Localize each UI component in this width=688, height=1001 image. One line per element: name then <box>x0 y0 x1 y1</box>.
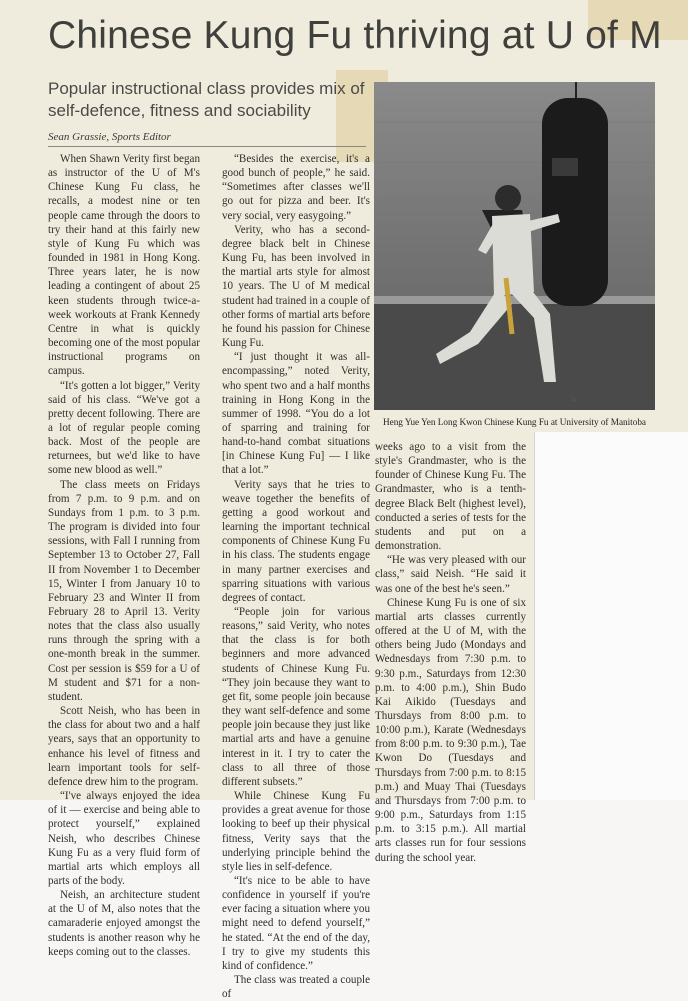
byline: Sean Grassie, Sports Editor <box>48 131 171 143</box>
paragraph: Scott Neish, who has been in the class for about two and a half years, says that an opportunity to enhance his level of fitness and learn important tools for self-defence drew him to the program. <box>48 705 200 788</box>
paragraph: Neish, an architecture student at the U of M, also notes that the camaraderie enjoyed amongst the students is another reason why he keeps coming out to the classes. <box>48 889 200 958</box>
paragraph: The class meets on Fridays from 7 p.m. to 9 p.m. and on Sundays from 1 p.m. to 3 p.m. The program is divided into four sessions, with Fall I running from September 13 to October 27, Fall II from November 1 to December 15, Winter I from January 10 to February 23 and Winter II from February 28 to April 13. Verity notes that the class also usually runs through the spring with a one-month break in the summer. Cost per session is $59 for a U of M student and $71 for a non-student. <box>48 478 200 703</box>
paragraph: While Chinese Kung Fu provides a great avenue for those looking to beef up their physical fitness, Verity says that the underlying principle behind the style lies in self-defence. <box>222 790 370 873</box>
paragraph: “It's nice to be able to have confidence in yourself if you're ever facing a situation where you might need to defend yourself,” he stated. “At the end of the day, I try to give my students this kind of confidence.” <box>222 874 370 972</box>
paragraph: “People join for various reasons,” said Verity, who notes that the class is for both beginners and more advanced students of Chinese Kung Fu. “They join because they want to get fit, some people join because they want self-defence and some people join because they just like martial arts and have a genuine interest in it. I try to cater the class to all three of those different subsets.” <box>222 606 370 788</box>
paragraph: weeks ago to a visit from the style's Grandmaster, who is the founder of Chinese Kung Fu. The Grandmaster, who is a tenth-degree Black Belt (highest level), conducted a series of tests for the students and put on a demonstration. <box>375 441 526 553</box>
headline: Chinese Kung Fu thriving at U of M <box>48 14 662 57</box>
kung-fu-photo <box>374 82 655 410</box>
backing-paper <box>534 432 688 800</box>
paragraph: Chinese Kung Fu is one of six martial arts classes currently offered at the U of M, with the others being Judo (Mondays and Wednesdays from 7:30 p.m. to 9:30 p.m., Saturdays from 12:30 p.m. to 4:00 p.m.), Shin Budo Kai Aikido (Tuesdays and Thursdays from 8:00 p.m. to 10:00 p.m.), Karate (Wednesdays from 8:00 p.m. to 9:30 p.m.), Tae Kwon Do (Tuesdays and Thursdays from 7:00 p.m. to 8:15 p.m.) and Muay Thai (Tuesdays and Thursdays from 7:00 p.m. to 9:00 p.m., Saturdays from 1:15 p.m. to 3:15 p.m.). All martial arts classes run for four sessions during the school year. <box>375 596 526 864</box>
article-column-1 <box>48 152 200 959</box>
subheadline: Popular instructional class provides mix of self-defence, fitness and sociability <box>48 79 365 120</box>
paragraph: Verity, who has a second-degree black belt in Chinese Kung Fu, has been involved in the martial arts style for almost 10 years. The U of M medical student had trained in a couple of other forms of martial arts before he found his passion for Chinese Kung Fu. <box>222 223 370 350</box>
svg-text:↳: ↳ <box>570 395 578 405</box>
paragraph: The class was treated a couple of <box>222 974 370 1001</box>
paragraph: When Shawn Verity first began as instructor of the U of M's Chinese Kung Fu class, he recalls, a modest nine or ten people came through the doors to try their hand at this fairly new style of Kung Fu which was founded in 1981 in Hong Kong. Three years later, he is now leading a contingent of about 25 keen students through twice-a-week workouts at Frank Kennedy Centre in what is quickly becoming one of the most popular instructional programs on campus. <box>48 153 200 378</box>
article-column-3 <box>375 440 526 865</box>
photo-caption: Heng Yue Yen Long Kwon Chinese Kung Fu at University of Manitoba <box>374 412 655 432</box>
paragraph: “It's gotten a lot bigger,” Verity said of his class. “We've got a pretty decent following. There are a lot of regular people coming back. Most of the people are returnees, but we'd like to have some new blood as well.” <box>48 379 200 477</box>
paragraph: “I've always enjoyed the idea of it — exercise and being able to protect yourself,” explained Neish, who describes Chinese Kung Fu as a very fluid form of martial arts which employs all parts of the body. <box>48 790 200 887</box>
paragraph: Verity says that he tries to weave together the benefits of getting a good workout and learning the important technical components of Chinese Kung Fu in his class. The students engage in many partner exercises and sparring situations with various degrees of contact. <box>222 478 370 604</box>
paragraph: “I just thought it was all-encompassing,” noted Verity, who spent two and a half months training in Hong Kong in the summer of 1998. “You do a lot of sparring and training for hand-to-hand combat situations [in Chinese Kung Fu] — I like that a lot.” <box>222 351 370 477</box>
paragraph: “He was very pleased with our class,” said Neish. “He said it was one of the best he's seen.” <box>375 554 526 595</box>
byline-rule <box>48 146 366 147</box>
paragraph: “Besides the exercise, it's a good bunch of people,” he said. “Sometimes after classes we'll go out for pizza and beer. It's very social, very easygoing.” <box>222 153 370 222</box>
article-column-2 <box>222 152 370 1001</box>
